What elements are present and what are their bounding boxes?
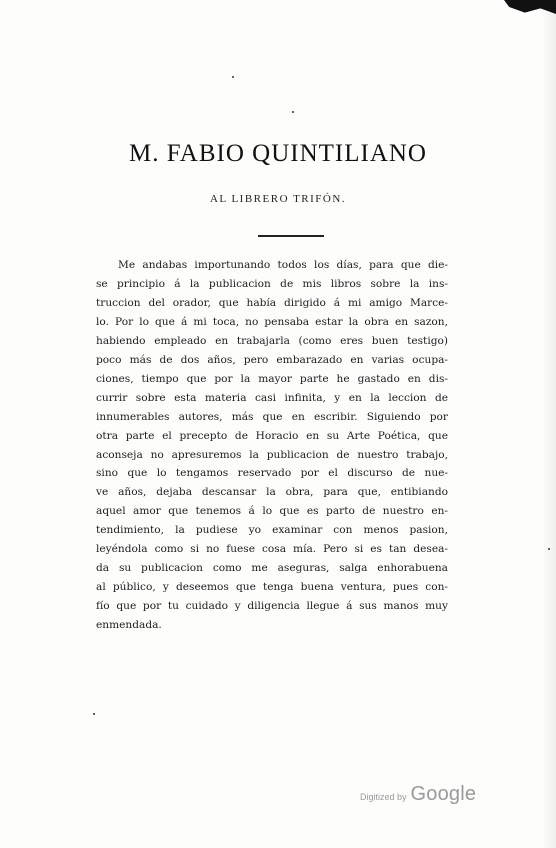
scan-speck <box>292 111 294 113</box>
text-line: al público, y deseemos que tenga buena ventura, pues con- <box>96 581 448 594</box>
text-line: ciones, tiempo que por la mayor parte he gastado en dis- <box>96 372 448 385</box>
text-line: habiendo empleado en trabajarla (como eres buen testigo) <box>96 334 448 347</box>
chapter-title: M. FABIO QUINTILIANO <box>129 140 427 167</box>
text-line: aquel amor que tenemos á lo que es parto de nuestro en- <box>96 505 448 518</box>
watermark-prefix: Digitized by <box>360 792 407 802</box>
text-line: fío que por tu cuidado y diligencia llegue á sus manos muy <box>96 600 448 613</box>
text-line: enmendada. <box>96 619 162 632</box>
text-line: sino que lo tengamos reservado por el discurso de nue- <box>96 467 448 480</box>
text-line: lo. Por lo que á mi toca, no pensaba estar la obra en sazon, <box>96 315 448 328</box>
text-line: tendimiento, la pudiese yo examinar con menos pasion, <box>96 524 448 537</box>
text-line: poco más de dos años, pero embarazado en varias ocupa- <box>96 353 448 366</box>
text-line: otra parte el precepto de Horacio en su Arte Poética, que <box>96 429 448 442</box>
text-line: se principio á la publicacion de mis libros sobre la ins- <box>96 277 448 290</box>
text-line: ve años, dejaba descansar la obra, para que, entibiando <box>96 486 448 499</box>
page-edge-shadow <box>542 0 556 848</box>
text-line: da su publicacion como me aseguras, salga enhorabuena <box>96 562 448 575</box>
digitization-watermark <box>360 783 476 806</box>
text-line: currir sobre esta materia casi infinita, y en la leccion de <box>96 391 448 404</box>
title-divider <box>258 235 324 237</box>
google-logo: Google <box>410 783 477 805</box>
text-line: innumerables autores, más que en escribir. Siguiendo por <box>96 410 448 423</box>
chapter-subtitle: AL LIBRERO TRIFÓN. <box>209 193 347 205</box>
body-paragraph <box>96 256 448 635</box>
text-line: aconseja no apresuremos la publicacion de nuestro trabajo, <box>96 448 448 461</box>
text-line: truccion del orador, que había dirigido á mi amigo Marce- <box>96 296 448 309</box>
scan-speck <box>93 713 95 715</box>
scan-speck <box>548 548 550 550</box>
text-line: leyéndola como si no fuese cosa mía. Pero si es tan desea- <box>96 543 448 556</box>
scan-speck <box>232 76 234 78</box>
text-line: Me andabas importunando todos los días, para que die- <box>118 259 448 271</box>
